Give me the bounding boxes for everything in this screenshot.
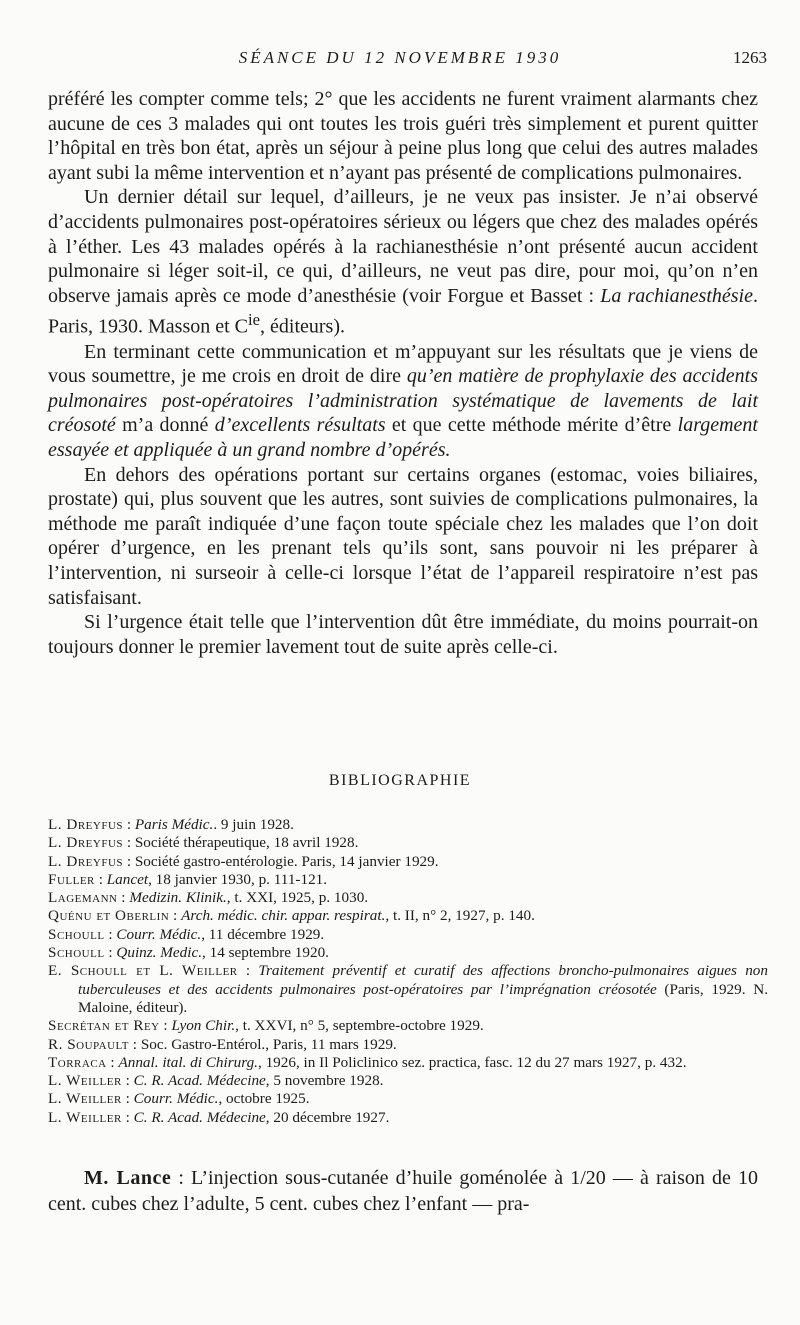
bib-author: L. Dreyfus xyxy=(48,834,124,852)
bib-separator: : xyxy=(128,1035,141,1053)
bib-details: , t. XXVI, n° 5, septembre-octobre 1929. xyxy=(235,1017,484,1035)
bib-details: , t. II, n° 2, 1927, p. 140. xyxy=(385,907,535,925)
bib-details: , octobre 1925. xyxy=(218,1090,310,1108)
bib-title: Paris Médic. xyxy=(134,816,214,833)
bibliography-entry xyxy=(48,1017,768,1035)
cited-book-title: La rachianesthésie xyxy=(600,284,753,307)
paragraph-4: En dehors des opérations portant sur certains organes (estomac, voies biliaires, prostate) qui, plus souvent que les autres, sont suivies de complications pulmonaires, la méthode me paraît indiquée d’une façon toute spéciale chez les malades que l’on doit opérer d’urgence, en les prenant tels qu’ils sont, sans pouvoir ni les préparer à l’intervention, ni surseoir à celle-ci lorsque l’état de l’appareil respiratoire n’est pas satisfaisant. xyxy=(48,463,758,609)
bib-details: , 11 décembre 1929. xyxy=(201,925,325,943)
bibliography-entry xyxy=(48,962,768,1017)
bib-separator: : xyxy=(104,944,117,962)
bib-separator: : xyxy=(94,870,107,888)
bib-separator: : xyxy=(123,834,135,852)
bib-separator: : xyxy=(117,889,130,907)
bibliography-entry xyxy=(48,1054,768,1072)
bib-title: Courr. Médic. xyxy=(133,1090,219,1108)
paragraph-1: préféré les compter comme tels; 2° que les accidents ne furent vraiment alarmants chez aucune de ces 3 malades qui ont toutes les trois guéri très simplement et purent quitter l’hôpital en très bon état, après un séjour à peine plus long que celui des autres malades ayant subi la même intervention et n’ayant pas présenté de complications pulmonaires. xyxy=(48,88,758,184)
paragraph-2-text-c: , éditeurs). xyxy=(260,316,346,338)
bib-author: Secrétan et Rey xyxy=(48,1017,160,1035)
paragraph-3-text-b: m’a donné xyxy=(115,414,215,437)
bib-author: L. Dreyfus xyxy=(48,816,124,833)
bib-title: Medizin. Klinik. xyxy=(129,889,227,907)
bibliography-entry xyxy=(48,889,768,907)
body-text xyxy=(48,87,758,659)
bib-title: Traitement préventif et curatif des affections broncho-pulmonaires aigues non tuberculeuses et des accidents pulmonaires post-opératoires par l’imprégnation créosotée xyxy=(78,962,768,998)
bib-separator: : xyxy=(123,816,135,833)
bib-title: Lyon Chir. xyxy=(171,1017,236,1035)
bib-title: Annal. ital. di Chirurg. xyxy=(118,1053,258,1071)
page-header xyxy=(0,44,800,74)
paragraph-3-emphasis-1: qu’en matière de prophylaxie des accidents pulmonaires post-opératoires l’administration systématique de lavements de lait créosoté xyxy=(48,365,758,437)
bib-author: Schoull xyxy=(48,925,105,943)
bib-author: E. Schoull et L. Weiller xyxy=(48,962,238,980)
bibliography-entry xyxy=(48,816,768,834)
bibliography-entry xyxy=(48,871,768,889)
bib-title: C. R. Acad. Médecine xyxy=(133,1108,266,1126)
bib-details: . 9 juin 1928. xyxy=(213,816,294,833)
paragraph-3-emphasis-2: d’excellents résultats xyxy=(214,414,386,437)
bibliography-heading: BIBLIOGRAPHIE xyxy=(328,772,472,789)
paragraph-3 xyxy=(48,340,758,463)
bib-separator: : xyxy=(104,925,117,943)
bib-details: , 5 novembre 1928. xyxy=(265,1072,384,1090)
bibliography-entry xyxy=(48,834,768,852)
bib-details: Société gastro-entérologie. Paris, 14 janvier 1929. xyxy=(134,852,439,870)
paragraph-3-text-a: En terminant cette communication et m’appuyant sur les résultats que je viens de vous soumettre, je me crois en droit de dire xyxy=(48,340,758,388)
bib-author: L. Weiller xyxy=(48,1090,122,1108)
bib-title: Quinz. Medic. xyxy=(116,944,203,962)
bib-author: L. Weiller xyxy=(48,1072,122,1090)
bibliography-entry xyxy=(48,907,768,925)
bib-separator: : xyxy=(123,852,135,870)
superscript-ie: ie xyxy=(248,310,261,330)
bibliography-entry xyxy=(48,1072,768,1090)
bib-separator: : xyxy=(121,1072,134,1090)
bib-author: Schoull xyxy=(48,944,105,962)
bib-details: Société thérapeutique, 18 avril 1928. xyxy=(134,834,359,852)
bibliography-entry xyxy=(48,944,768,962)
bib-author: Lagemann xyxy=(48,889,118,907)
bib-details: Soc. Gastro-Entérol., Paris, 11 mars 1929. xyxy=(140,1035,397,1053)
bib-details: , 1926, in Il Policlinico sez. practica, fasc. 12 du 27 mars 1927, p. 432. xyxy=(257,1053,687,1071)
bib-separator: : xyxy=(106,1053,119,1071)
bib-separator: : xyxy=(121,1090,134,1108)
bibliography-list xyxy=(48,816,768,1127)
bib-separator: : xyxy=(159,1017,172,1035)
bib-author: L. Dreyfus xyxy=(48,852,124,870)
bib-details: , 20 décembre 1927. xyxy=(265,1108,390,1126)
bib-author: Quénu et Oberlin xyxy=(48,907,170,925)
paragraph-3-emphasis-3: largement essayée et appliquée à un grand nombre d’opérés. xyxy=(48,414,758,461)
bibliography-entry xyxy=(48,1109,768,1127)
bib-title: Courr. Médic. xyxy=(116,925,202,943)
closing-paragraph xyxy=(48,1165,758,1217)
bibliography-entry xyxy=(48,853,768,871)
bib-title: C. R. Acad. Médecine xyxy=(133,1072,266,1090)
bib-author: Fuller xyxy=(48,870,95,888)
paragraph-2-text-b: . Paris, 1930. Masson et C xyxy=(48,284,758,338)
page-number: 1263 xyxy=(733,48,767,67)
running-title: SÉANCE DU 12 NOVEMBRE 1930 xyxy=(238,48,562,67)
paragraph-2 xyxy=(48,185,758,339)
paragraph-2-text-a: Un dernier détail sur lequel, d’ailleurs, je ne veux pas insister. Je n’ai observé d’accidents pulmonaires post-opératoires sérieux ou légers que chez des malades opérés à l’éther. Les 43 malades opérés à la rachianesthésie n’ont présenté aucun accident pulmonaire si léger soit-il, ce qui, d’ailleurs, ne veut pas dire, pour moi, qu’on n’en observe jamais après ce mode d’anesthésie (voir Forgue et Basset : xyxy=(48,186,758,307)
paragraph-3-text-c: et que cette méthode mérite d’être xyxy=(385,414,678,437)
closing-text: : L’injection sous-cutanée d’huile goménolée à 1/20 — à raison de 10 cent. cubes chez l’adulte, 5 cent. cubes chez l’enfant — pra- xyxy=(48,1167,759,1215)
bibliography-entry xyxy=(48,1036,768,1054)
bib-separator: : xyxy=(121,1108,134,1126)
bib-title: Lancet xyxy=(106,870,149,888)
bib-details: , t. XXI, 1925, p. 1030. xyxy=(226,889,369,907)
bib-author: L. Weiller xyxy=(48,1108,122,1126)
paragraph-5: Si l’urgence était telle que l’intervention dût être immédiate, du moins pourrait-on toujours donner le premier lavement tout de suite après celle-ci. xyxy=(48,611,758,658)
bibliography-entry xyxy=(48,1090,768,1108)
bib-author: R. Soupault xyxy=(48,1035,129,1053)
bib-details: , 14 septembre 1920. xyxy=(202,944,329,962)
bib-title: Arch. médic. chir. appar. respirat. xyxy=(181,907,386,925)
bib-separator: : xyxy=(169,907,182,925)
bib-details: , 18 janvier 1930, p. 111-121. xyxy=(148,870,328,888)
bib-details: (Paris, 1929. N. Maloine, éditeur). xyxy=(78,980,769,1016)
speaker-name: M. Lance xyxy=(84,1167,172,1189)
bib-author: Torraca xyxy=(48,1053,107,1071)
bibliography-entry xyxy=(48,926,768,944)
bib-separator: : xyxy=(237,962,259,980)
